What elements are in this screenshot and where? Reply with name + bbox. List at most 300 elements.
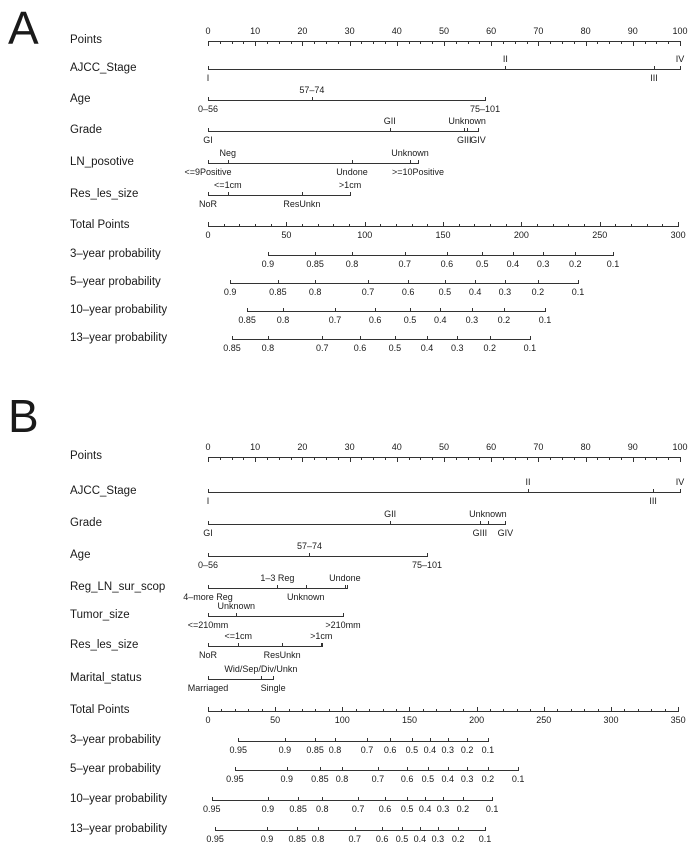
tick-mark (261, 676, 262, 680)
row-label: Tumor_size (70, 609, 130, 621)
major-tick-mark (208, 222, 209, 227)
tick-label: I (206, 73, 210, 83)
tick-label: GIII (457, 135, 472, 145)
tick-mark (438, 827, 439, 831)
tick-mark (375, 308, 376, 312)
minor-tick-mark (314, 457, 315, 460)
major-tick-mark (678, 707, 679, 712)
minor-tick-mark (409, 41, 410, 44)
tick-label: 30 (344, 442, 355, 452)
tick-mark (322, 336, 323, 340)
tick-label: 0.7 (398, 259, 412, 269)
tick-mark (488, 767, 489, 771)
major-tick-mark (521, 222, 522, 227)
minor-tick-mark (459, 224, 460, 227)
tick-mark (445, 280, 446, 284)
scale-end-tick (347, 585, 348, 589)
tick-label: 0.1 (538, 315, 552, 325)
tick-mark (335, 308, 336, 312)
tick-mark (228, 192, 229, 196)
tick-label: IV (675, 477, 685, 487)
tick-label: 0.9 (261, 804, 275, 814)
tick-label: 0.9 (223, 287, 237, 297)
tick-mark (538, 280, 539, 284)
tick-mark (395, 336, 396, 340)
tick-label: NoR (198, 650, 218, 660)
tick-label: 0.6 (400, 774, 414, 784)
minor-tick-mark (314, 41, 315, 44)
tick-label: 0.7 (328, 315, 342, 325)
tick-mark (208, 553, 209, 557)
tick-label: <=210mm (187, 620, 229, 630)
minor-tick-mark (584, 224, 585, 227)
minor-tick-mark (527, 457, 528, 460)
major-tick-mark (208, 41, 209, 46)
tick-mark (390, 128, 391, 132)
tick-mark (472, 308, 473, 312)
tick-mark (355, 827, 356, 831)
tick-label: 0.6 (368, 315, 382, 325)
minor-tick-mark (243, 457, 244, 460)
major-tick-mark (586, 41, 587, 46)
tick-label: >=10Positive (392, 167, 445, 177)
minor-tick-mark (385, 41, 386, 44)
axis-line (208, 679, 273, 680)
tick-label: Single (260, 683, 286, 693)
tick-mark (208, 676, 209, 680)
tick-mark (402, 827, 403, 831)
tick-label: 0.85 (238, 315, 256, 325)
minor-tick-mark (243, 41, 244, 44)
tick-mark (345, 585, 346, 589)
tick-label: Undone (336, 167, 368, 177)
tick-mark (427, 553, 428, 557)
tick-label: 0.95 (206, 834, 224, 844)
tick-label: 0.8 (311, 834, 325, 844)
tick-mark (492, 797, 493, 801)
tick-mark (405, 252, 406, 256)
tick-label: 0.5 (438, 287, 452, 297)
tick-mark (267, 827, 268, 831)
tick-label: 70 (533, 26, 544, 36)
tick-label: 0.85 (269, 287, 287, 297)
tick-label: Wid/Sep/Div/Unkn (224, 664, 298, 674)
tick-label: 100 (334, 715, 350, 725)
tick-mark (485, 827, 486, 831)
major-tick-mark (409, 707, 410, 712)
tick-label: 30 (344, 26, 355, 36)
tick-mark (382, 827, 383, 831)
minor-tick-mark (468, 41, 469, 44)
tick-label: 90 (627, 26, 638, 36)
tick-mark (315, 738, 316, 742)
tick-label: 0.95 (229, 745, 247, 755)
minor-tick-mark (409, 457, 410, 460)
tick-mark (575, 252, 576, 256)
tick-mark (425, 797, 426, 801)
tick-label: 0.1 (478, 834, 492, 844)
tick-label: II (525, 477, 531, 487)
tick-label: 0.4 (468, 287, 482, 297)
minor-tick-mark (396, 224, 397, 227)
tick-label: 0 (205, 442, 211, 452)
tick-label: 0.3 (436, 804, 450, 814)
tick-label: 0.4 (418, 804, 432, 814)
row-label: Total Points (70, 219, 130, 231)
tick-mark (208, 192, 209, 196)
minor-tick-mark (369, 709, 370, 712)
major-tick-mark (342, 707, 343, 712)
minor-tick-mark (267, 41, 268, 44)
tick-label: 100 (672, 26, 688, 36)
minor-tick-mark (668, 457, 669, 460)
tick-label: 300 (670, 230, 686, 240)
tick-mark (480, 521, 481, 525)
tick-label: 10 (250, 26, 261, 36)
axis-line (235, 770, 518, 771)
minor-tick-mark (668, 41, 669, 44)
tick-label: 0.6 (353, 343, 367, 353)
minor-tick-mark (662, 224, 663, 227)
tick-mark (458, 827, 459, 831)
minor-tick-mark (456, 457, 457, 460)
tick-mark (420, 827, 421, 831)
tick-label: 0.4 (441, 774, 455, 784)
tick-mark (230, 280, 231, 284)
minor-tick-mark (232, 457, 233, 460)
row-label: 13–year probability (70, 332, 168, 344)
tick-label: 100 (672, 442, 688, 452)
tick-mark (268, 797, 269, 801)
minor-tick-mark (396, 709, 397, 712)
tick-mark (208, 585, 209, 589)
tick-mark (680, 66, 681, 70)
tick-mark (212, 797, 213, 801)
minor-tick-mark (553, 224, 554, 227)
tick-label: 0.7 (351, 804, 365, 814)
tick-label: 0.2 (568, 259, 582, 269)
tick-mark (278, 280, 279, 284)
minor-tick-mark (645, 457, 646, 460)
tick-mark (335, 738, 336, 742)
tick-label: 0 (205, 715, 211, 725)
minor-tick-mark (598, 709, 599, 712)
tick-mark (390, 521, 391, 525)
minor-tick-mark (220, 457, 221, 460)
major-tick-mark (397, 457, 398, 462)
tick-label: IV (675, 54, 685, 64)
tick-label: >1cm (338, 180, 362, 190)
tick-mark (268, 252, 269, 256)
minor-tick-mark (647, 224, 648, 227)
tick-label: III (649, 496, 657, 506)
row-label: 3–year probability (70, 248, 161, 260)
tick-label: 20 (297, 442, 308, 452)
tick-label: 0.3 (441, 745, 455, 755)
row-label: 3–year probability (70, 734, 161, 746)
tick-mark (680, 489, 681, 493)
tick-mark (488, 521, 489, 525)
tick-label: 0.5 (400, 804, 414, 814)
tick-mark (467, 767, 468, 771)
row-label: Res_les_size (70, 639, 139, 651)
tick-label: <=1cm (214, 180, 242, 190)
tick-mark (505, 521, 506, 525)
tick-label: 0.1 (481, 745, 495, 755)
tick-mark (407, 797, 408, 801)
tick-label: Unknown (391, 148, 429, 158)
tick-mark (208, 521, 209, 525)
tick-label: 0.4 (420, 343, 434, 353)
axis-line (212, 800, 492, 801)
minor-tick-mark (373, 457, 374, 460)
tick-mark (482, 252, 483, 256)
minor-tick-mark (420, 457, 421, 460)
tick-mark (343, 613, 344, 617)
tick-label: GII (384, 509, 397, 519)
minor-tick-mark (432, 41, 433, 44)
major-tick-mark (491, 457, 492, 462)
tick-mark (545, 308, 546, 312)
tick-mark (467, 738, 468, 742)
minor-tick-mark (326, 41, 327, 44)
tick-label: 0.4 (433, 315, 447, 325)
row-label: Res_les_size (70, 188, 139, 200)
minor-tick-mark (262, 709, 263, 712)
tick-mark (215, 827, 216, 831)
minor-tick-mark (338, 457, 339, 460)
tick-label: 0.6 (401, 287, 415, 297)
tick-mark (430, 738, 431, 742)
tick-label: 0.85 (288, 834, 306, 844)
major-tick-mark (633, 41, 634, 46)
minor-tick-mark (574, 41, 575, 44)
tick-label: Unknown (469, 509, 507, 519)
row-label: Marital_status (70, 672, 142, 684)
tick-mark (653, 489, 654, 493)
major-tick-mark (275, 707, 276, 712)
tick-label: 0.8 (345, 259, 359, 269)
tick-mark (358, 797, 359, 801)
minor-tick-mark (574, 457, 575, 460)
tick-mark (407, 767, 408, 771)
tick-label: 0.3 (465, 315, 479, 325)
major-tick-mark (302, 457, 303, 462)
tick-mark (297, 827, 298, 831)
tick-label: II (502, 54, 508, 64)
tick-label: 0.8 (328, 745, 342, 755)
tick-mark (412, 738, 413, 742)
tick-mark (235, 767, 236, 771)
tick-mark (505, 280, 506, 284)
minor-tick-mark (302, 709, 303, 712)
tick-label: 0.2 (497, 315, 511, 325)
minor-tick-mark (220, 41, 221, 44)
tick-mark (352, 252, 353, 256)
tick-label: 0.5 (475, 259, 489, 269)
tick-label: 0.9 (260, 834, 274, 844)
tick-label: ResUnkn (283, 199, 321, 209)
tick-mark (378, 767, 379, 771)
minor-tick-mark (267, 457, 268, 460)
tick-label: NoR (198, 199, 218, 209)
minor-tick-mark (615, 224, 616, 227)
tick-mark (463, 797, 464, 801)
tick-label: 40 (391, 26, 402, 36)
tick-label: 60 (486, 26, 497, 36)
axis-line (208, 556, 427, 557)
minor-tick-mark (315, 709, 316, 712)
tick-label: 0.2 (460, 745, 474, 755)
major-tick-mark (538, 41, 539, 46)
tick-mark (322, 797, 323, 801)
tick-label: Undone (329, 573, 361, 583)
minor-tick-mark (638, 709, 639, 712)
minor-tick-mark (621, 457, 622, 460)
minor-tick-mark (385, 457, 386, 460)
tick-label: 75–101 (470, 104, 501, 114)
minor-tick-mark (338, 41, 339, 44)
minor-tick-mark (383, 709, 384, 712)
tick-label: 0–56 (197, 560, 219, 570)
tick-label: 20 (297, 26, 308, 36)
axis-line (230, 283, 578, 284)
axis-line (208, 195, 350, 196)
tick-label: 1–3 Reg (260, 573, 295, 583)
row-label: Points (70, 34, 102, 46)
tick-label: 0.8 (276, 315, 290, 325)
tick-mark (282, 643, 283, 647)
minor-tick-mark (356, 709, 357, 712)
tick-mark (530, 336, 531, 340)
tick-label: 75–101 (411, 560, 443, 570)
tick-mark (360, 336, 361, 340)
minor-tick-mark (503, 709, 504, 712)
minor-tick-mark (597, 41, 598, 44)
minor-tick-mark (329, 709, 330, 712)
minor-tick-mark (235, 709, 236, 712)
minor-tick-mark (427, 224, 428, 227)
major-tick-mark (680, 457, 681, 462)
tick-label: 0–56 (197, 104, 219, 114)
tick-mark (478, 128, 479, 132)
tick-label: 0.8 (315, 804, 329, 814)
tick-label: GIV (497, 528, 514, 538)
major-tick-mark (397, 41, 398, 46)
tick-label: 0.7 (361, 287, 375, 297)
tick-label: 0 (205, 230, 211, 240)
tick-label: 0.7 (315, 343, 329, 353)
tick-label: <=1cm (224, 631, 252, 641)
tick-label: 0.2 (451, 834, 465, 844)
tick-mark (367, 738, 368, 742)
major-tick-mark (611, 707, 612, 712)
tick-label: 60 (486, 442, 497, 452)
minor-tick-mark (503, 457, 504, 460)
tick-label: 0.6 (383, 745, 397, 755)
tick-mark (321, 643, 322, 647)
minor-tick-mark (621, 41, 622, 44)
tick-label: 0 (205, 26, 211, 36)
tick-mark (475, 280, 476, 284)
tick-label: 0.3 (536, 259, 550, 269)
tick-mark (208, 489, 209, 493)
minor-tick-mark (232, 41, 233, 44)
tick-label: 40 (391, 442, 402, 452)
tick-label: I (206, 496, 210, 506)
tick-mark (448, 738, 449, 742)
tick-mark (410, 160, 411, 164)
minor-tick-mark (645, 41, 646, 44)
minor-tick-mark (450, 709, 451, 712)
tick-label: 50 (281, 230, 292, 240)
tick-label: 0.1 (571, 287, 585, 297)
tick-label: 0.6 (375, 834, 389, 844)
tick-mark (277, 585, 278, 589)
tick-label: 0.95 (226, 774, 244, 784)
major-tick-mark (302, 41, 303, 46)
axis-line (208, 69, 680, 70)
major-tick-mark (477, 707, 478, 712)
minor-tick-mark (333, 224, 334, 227)
tick-label: 0.3 (450, 343, 464, 353)
major-tick-mark (350, 41, 351, 46)
tick-label: 0.8 (261, 343, 275, 353)
tick-label: Unknown (448, 116, 486, 126)
tick-mark (238, 738, 239, 742)
tick-mark (528, 489, 529, 493)
tick-label: 80 (580, 442, 591, 452)
minor-tick-mark (562, 41, 563, 44)
tick-mark (504, 308, 505, 312)
tick-label: 300 (603, 715, 619, 725)
minor-tick-mark (436, 709, 437, 712)
major-tick-mark (286, 222, 287, 227)
tick-mark (427, 336, 428, 340)
tick-mark (440, 308, 441, 312)
minor-tick-mark (380, 224, 381, 227)
tick-label: GIII (472, 528, 488, 538)
axis-line (215, 830, 485, 831)
axis-line (208, 100, 485, 101)
row-label: 5–year probability (70, 763, 161, 775)
tick-label: 0.3 (498, 287, 512, 297)
axis-line (208, 163, 418, 164)
row-label: Points (70, 450, 102, 462)
tick-label: 0.4 (506, 259, 520, 269)
row-label: Age (70, 93, 91, 105)
minor-tick-mark (550, 41, 551, 44)
panel-marker-b: B (8, 390, 39, 442)
tick-label: 0.1 (523, 343, 537, 353)
major-tick-mark (208, 457, 209, 462)
tick-label: 0.1 (485, 804, 499, 814)
tick-label: 0.1 (511, 774, 525, 784)
axis-line (208, 616, 343, 617)
axis-line (208, 711, 678, 712)
major-tick-mark (255, 41, 256, 46)
minor-tick-mark (584, 709, 585, 712)
tick-mark (457, 336, 458, 340)
tick-label: 0.6 (440, 259, 454, 269)
minor-tick-mark (291, 457, 292, 460)
minor-tick-mark (463, 709, 464, 712)
axis-line (208, 524, 505, 525)
minor-tick-mark (224, 224, 225, 227)
major-tick-mark (544, 707, 545, 712)
tick-mark (418, 160, 419, 164)
tick-mark (208, 160, 209, 164)
